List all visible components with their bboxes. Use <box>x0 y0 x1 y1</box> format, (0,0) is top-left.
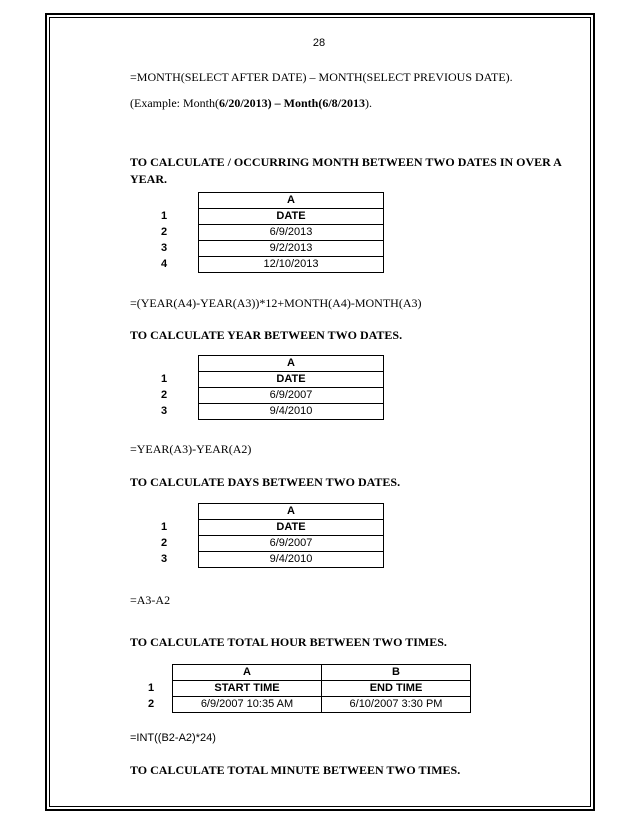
table-days-dates <box>130 503 384 568</box>
column-header-b: B <box>322 665 471 681</box>
row-number: 2 <box>130 225 199 241</box>
table-row <box>130 404 384 420</box>
row-number: 2 <box>130 536 199 552</box>
table-cell: 9/4/2010 <box>199 552 384 568</box>
column-header-a: A <box>199 504 384 520</box>
formula-month-over-year: =(YEAR(A4)-YEAR(A3))*12+MONTH(A4)-MONTH(A3) <box>130 296 422 310</box>
table-cell: START TIME <box>173 681 322 697</box>
formula-year-between-dates: =YEAR(A3)-YEAR(A2) <box>130 442 252 456</box>
table-cell: 6/9/2013 <box>199 225 384 241</box>
example-line <box>130 96 372 111</box>
column-header-a: A <box>199 193 384 209</box>
row-number: 1 <box>130 520 199 536</box>
row-number: 1 <box>130 372 199 388</box>
row-number: 2 <box>130 697 173 713</box>
table-cell: 12/10/2013 <box>199 257 384 273</box>
formula-month-general: =MONTH(SELECT AFTER DATE) – MONTH(SELECT PREVIOUS DATE). <box>130 70 513 84</box>
formula-total-hour: =INT((B2-A2)*24) <box>130 732 216 744</box>
table-cell: DATE <box>199 372 384 388</box>
column-header-a: A <box>173 665 322 681</box>
row-number: 1 <box>130 681 173 697</box>
example-prefix: (Example: Month( <box>130 96 219 110</box>
table-cell: END TIME <box>322 681 471 697</box>
row-number: 1 <box>130 209 199 225</box>
row-header-blank <box>130 665 173 681</box>
table-cell: DATE <box>199 209 384 225</box>
table-row <box>130 372 384 388</box>
row-number: 2 <box>130 388 199 404</box>
row-number: 4 <box>130 257 199 273</box>
table-row <box>130 225 384 241</box>
table-cell: 6/9/2007 <box>199 536 384 552</box>
table-row <box>130 520 384 536</box>
row-header-blank <box>130 356 199 372</box>
table-cell: 6/10/2007 3:30 PM <box>322 697 471 713</box>
table-header-row <box>130 504 384 520</box>
table-row <box>130 536 384 552</box>
table-cell: 9/2/2013 <box>199 241 384 257</box>
table-cell: 6/9/2007 <box>199 388 384 404</box>
table-header-row <box>130 356 384 372</box>
heading-total-minute: TO CALCULATE TOTAL MINUTE BETWEEN TWO TIMES. <box>130 763 461 777</box>
row-header-blank <box>130 193 199 209</box>
heading-total-hour: TO CALCULATE TOTAL HOUR BETWEEN TWO TIMES. <box>130 635 447 649</box>
example-bold: 6/20/2013) – Month(6/8/2013 <box>218 96 365 110</box>
formula-days-between-dates: =A3-A2 <box>130 593 171 607</box>
table-row <box>130 257 384 273</box>
table-row <box>130 209 384 225</box>
table-row <box>130 681 471 697</box>
row-header-blank <box>130 504 199 520</box>
table-year-dates <box>130 355 384 420</box>
row-number: 3 <box>130 404 199 420</box>
table-row <box>130 697 471 713</box>
table-month-dates <box>130 192 384 273</box>
heading-month-over-year: TO CALCULATE / OCCURRING MONTH BETWEEN TWO DATES IN OVER A YEAR. <box>130 155 562 186</box>
table-cell: 6/9/2007 10:35 AM <box>173 697 322 713</box>
table-header-row <box>130 665 471 681</box>
table-row <box>130 388 384 404</box>
column-header-a: A <box>199 356 384 372</box>
table-times <box>130 664 471 713</box>
row-number: 3 <box>130 552 199 568</box>
table-cell: 9/4/2010 <box>199 404 384 420</box>
page-number: 28 <box>312 37 326 49</box>
table-header-row <box>130 193 384 209</box>
table-row <box>130 241 384 257</box>
example-suffix: ). <box>364 96 372 110</box>
table-cell: DATE <box>199 520 384 536</box>
row-number: 3 <box>130 241 199 257</box>
heading-days-between-dates: TO CALCULATE DAYS BETWEEN TWO DATES. <box>130 475 401 489</box>
table-row <box>130 552 384 568</box>
heading-year-between-dates: TO CALCULATE YEAR BETWEEN TWO DATES. <box>130 328 403 342</box>
